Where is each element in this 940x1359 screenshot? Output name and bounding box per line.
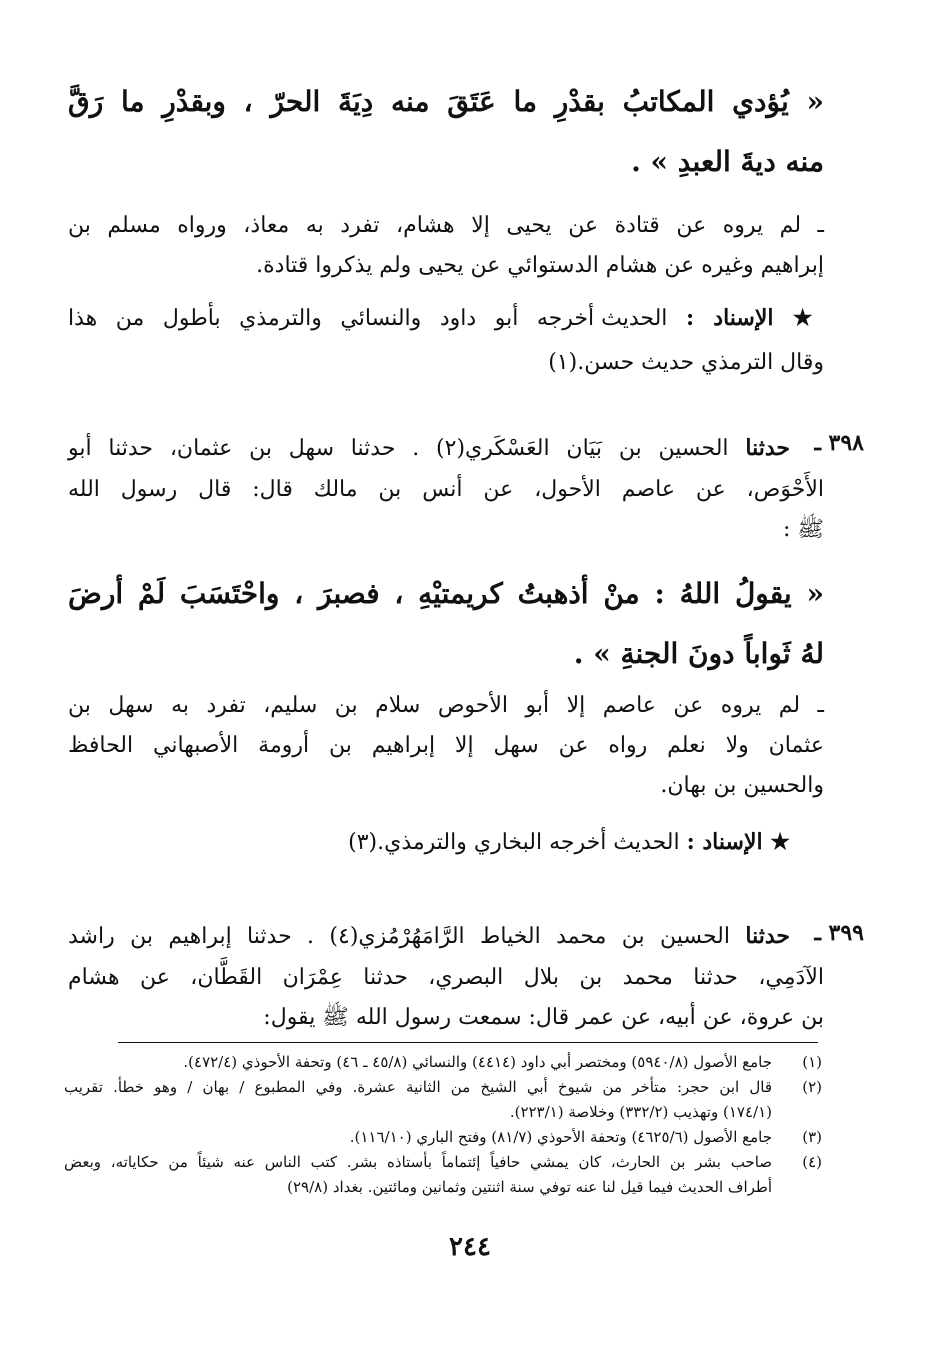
footnote-line: جامع الأصول (٥٩٤٠/٨) ومختصر أبي داود (٤٤١٤) والنسائي (٤٥/٨ ـ ٤٦) وتحفة الأحوذي (٤٧٢/٤).	[183, 1053, 772, 1071]
chain-399-cont	[68, 958, 824, 1038]
isnad-398	[68, 820, 790, 865]
footnote-line: جامع الأصول (٤٦٢٥/٦) وتحفة الأحوذي (٨١/٧) وفتح الباري (١١٦/١٠).	[349, 1128, 772, 1146]
isnad-text: الحديث أخرجه البخاري والترمذي.(٣)	[348, 830, 680, 855]
chain-line	[68, 428, 790, 469]
footnote-line: أطراف الحديث فيما قيل لنا عنه توفي سنة اثنتين وثمانين ومائتين. بغداد (٢٩/٨)	[287, 1178, 772, 1196]
footnote-1	[64, 1050, 822, 1075]
footnote-number: (٤)	[802, 1153, 822, 1171]
isnad-label: ★ الإسناد :	[685, 305, 824, 331]
isnad-line	[68, 296, 824, 341]
chain-399	[68, 916, 790, 957]
isnad-line	[68, 820, 790, 865]
commentary-line: ـ لم يروه عن عاصم إلا أبو الأحوص سلام بن سليم، تفرد به سهل بن	[68, 693, 824, 718]
chain-opening: حدثنا	[745, 923, 790, 949]
isnad-line: وقال الترمذي حديث حسن.(١)	[548, 350, 824, 375]
page-number: ٢٤٤	[449, 1232, 491, 1262]
isnad-text: الحديث أخرجه أبو داود والنسائي والترمذي بأطول من هذا	[68, 306, 668, 331]
footnotes	[64, 1050, 822, 1200]
chain-398	[68, 428, 790, 469]
hadith-line: « يُؤدي المكاتبُ بقدْرِ ما عَتَقَ منه دِيَةَ الحرّ ، وبقدْرِ ما رَقَّ	[68, 85, 824, 118]
footnote-number: (٣)	[802, 1128, 822, 1146]
chain-line: ﷺ :	[783, 517, 824, 542]
footnote-line: (١٧٤/١) وتهذيب (٣٣٢/٢) وخلاصة (٢٢٣/١).	[509, 1103, 772, 1121]
footnote-number: (٢)	[802, 1078, 822, 1096]
hadith-line: لهُ ثَواباً دونَ الجنةِ » .	[573, 637, 824, 670]
footnote-line: قال ابن حجر: متأخر من شيوخ أبي الشيخ من الثانية عشرة. وفي المطبوع / بهان / وهو خطأ. تقريب	[64, 1078, 772, 1096]
footnote-2	[64, 1075, 822, 1125]
commentary-line: عثمان ولا نعلم رواه عن سهل إلا إبراهيم بن أرومة الأصبهاني الحافظ	[68, 733, 824, 758]
chain-line: الآدَمِي، حدثنا محمد بن بلال البصري، حدثنا عِمْرَان القَطَّان، عن هشام	[68, 965, 824, 990]
commentary-398	[68, 686, 824, 806]
chain-line: بن عروة، عن أبيه، عن عمر قال: سمعت رسول الله ﷺ يقول:	[263, 1005, 824, 1030]
commentary-line: ـ لم يروه عن قتادة عن يحيى إلا هشام، تفرد به معاذ، ورواه مسلم بن	[68, 213, 824, 238]
hadith-398-text	[68, 564, 824, 684]
isnad-397	[68, 296, 824, 385]
footnote-divider	[118, 1042, 818, 1043]
commentary-line: والحسين بن بهان.	[660, 773, 824, 798]
chain-line	[68, 916, 790, 957]
footnote-number: (١)	[802, 1053, 822, 1071]
chain-line: الأَحْوَص، عن عاصم الأحول، عن أنس بن مالك قال: قال رسول الله	[68, 477, 824, 502]
footnote-3	[64, 1125, 822, 1150]
commentary-line: إبراهيم وغيره عن هشام الدستوائي عن يحيى ولم يذكروا قتادة.	[256, 253, 824, 278]
entry-number-399: ٣٩٩ ـ	[814, 920, 864, 946]
chain-398-cont	[68, 470, 824, 550]
hadith-line: منه ديةَ العبدِ » .	[631, 145, 824, 178]
isnad-label: ★ الإسناد :	[686, 829, 790, 855]
footnote-4	[64, 1150, 822, 1200]
commentary-397	[68, 206, 824, 286]
chain-opening: حدثنا	[745, 435, 790, 461]
hadith-397-text	[68, 72, 824, 192]
chain-text: الحسين بن بَيَان العَسْكَري(٢) . حدثنا سهل بن عثمان، حدثنا أبو	[68, 436, 729, 461]
hadith-line: « يقولُ اللهُ : منْ أذهبتُ كريمتيْهِ ، فصبرَ ، واحْتَسَبَ لَمْ أرضَ	[68, 577, 824, 610]
footnote-line: صاحب بشر بن الحارث، كان يمشي حافياً إئتماماً بأستاذه بشر. كتب الناس عنه شيئاً من حكاياته، وبعض	[64, 1153, 772, 1171]
entry-number-398: ٣٩٨ ـ	[814, 430, 864, 456]
chain-text: الحسين بن محمد الخياط الرَّامَهُرْمُزي(٤) . حدثنا إبراهيم بن راشد	[68, 924, 730, 949]
